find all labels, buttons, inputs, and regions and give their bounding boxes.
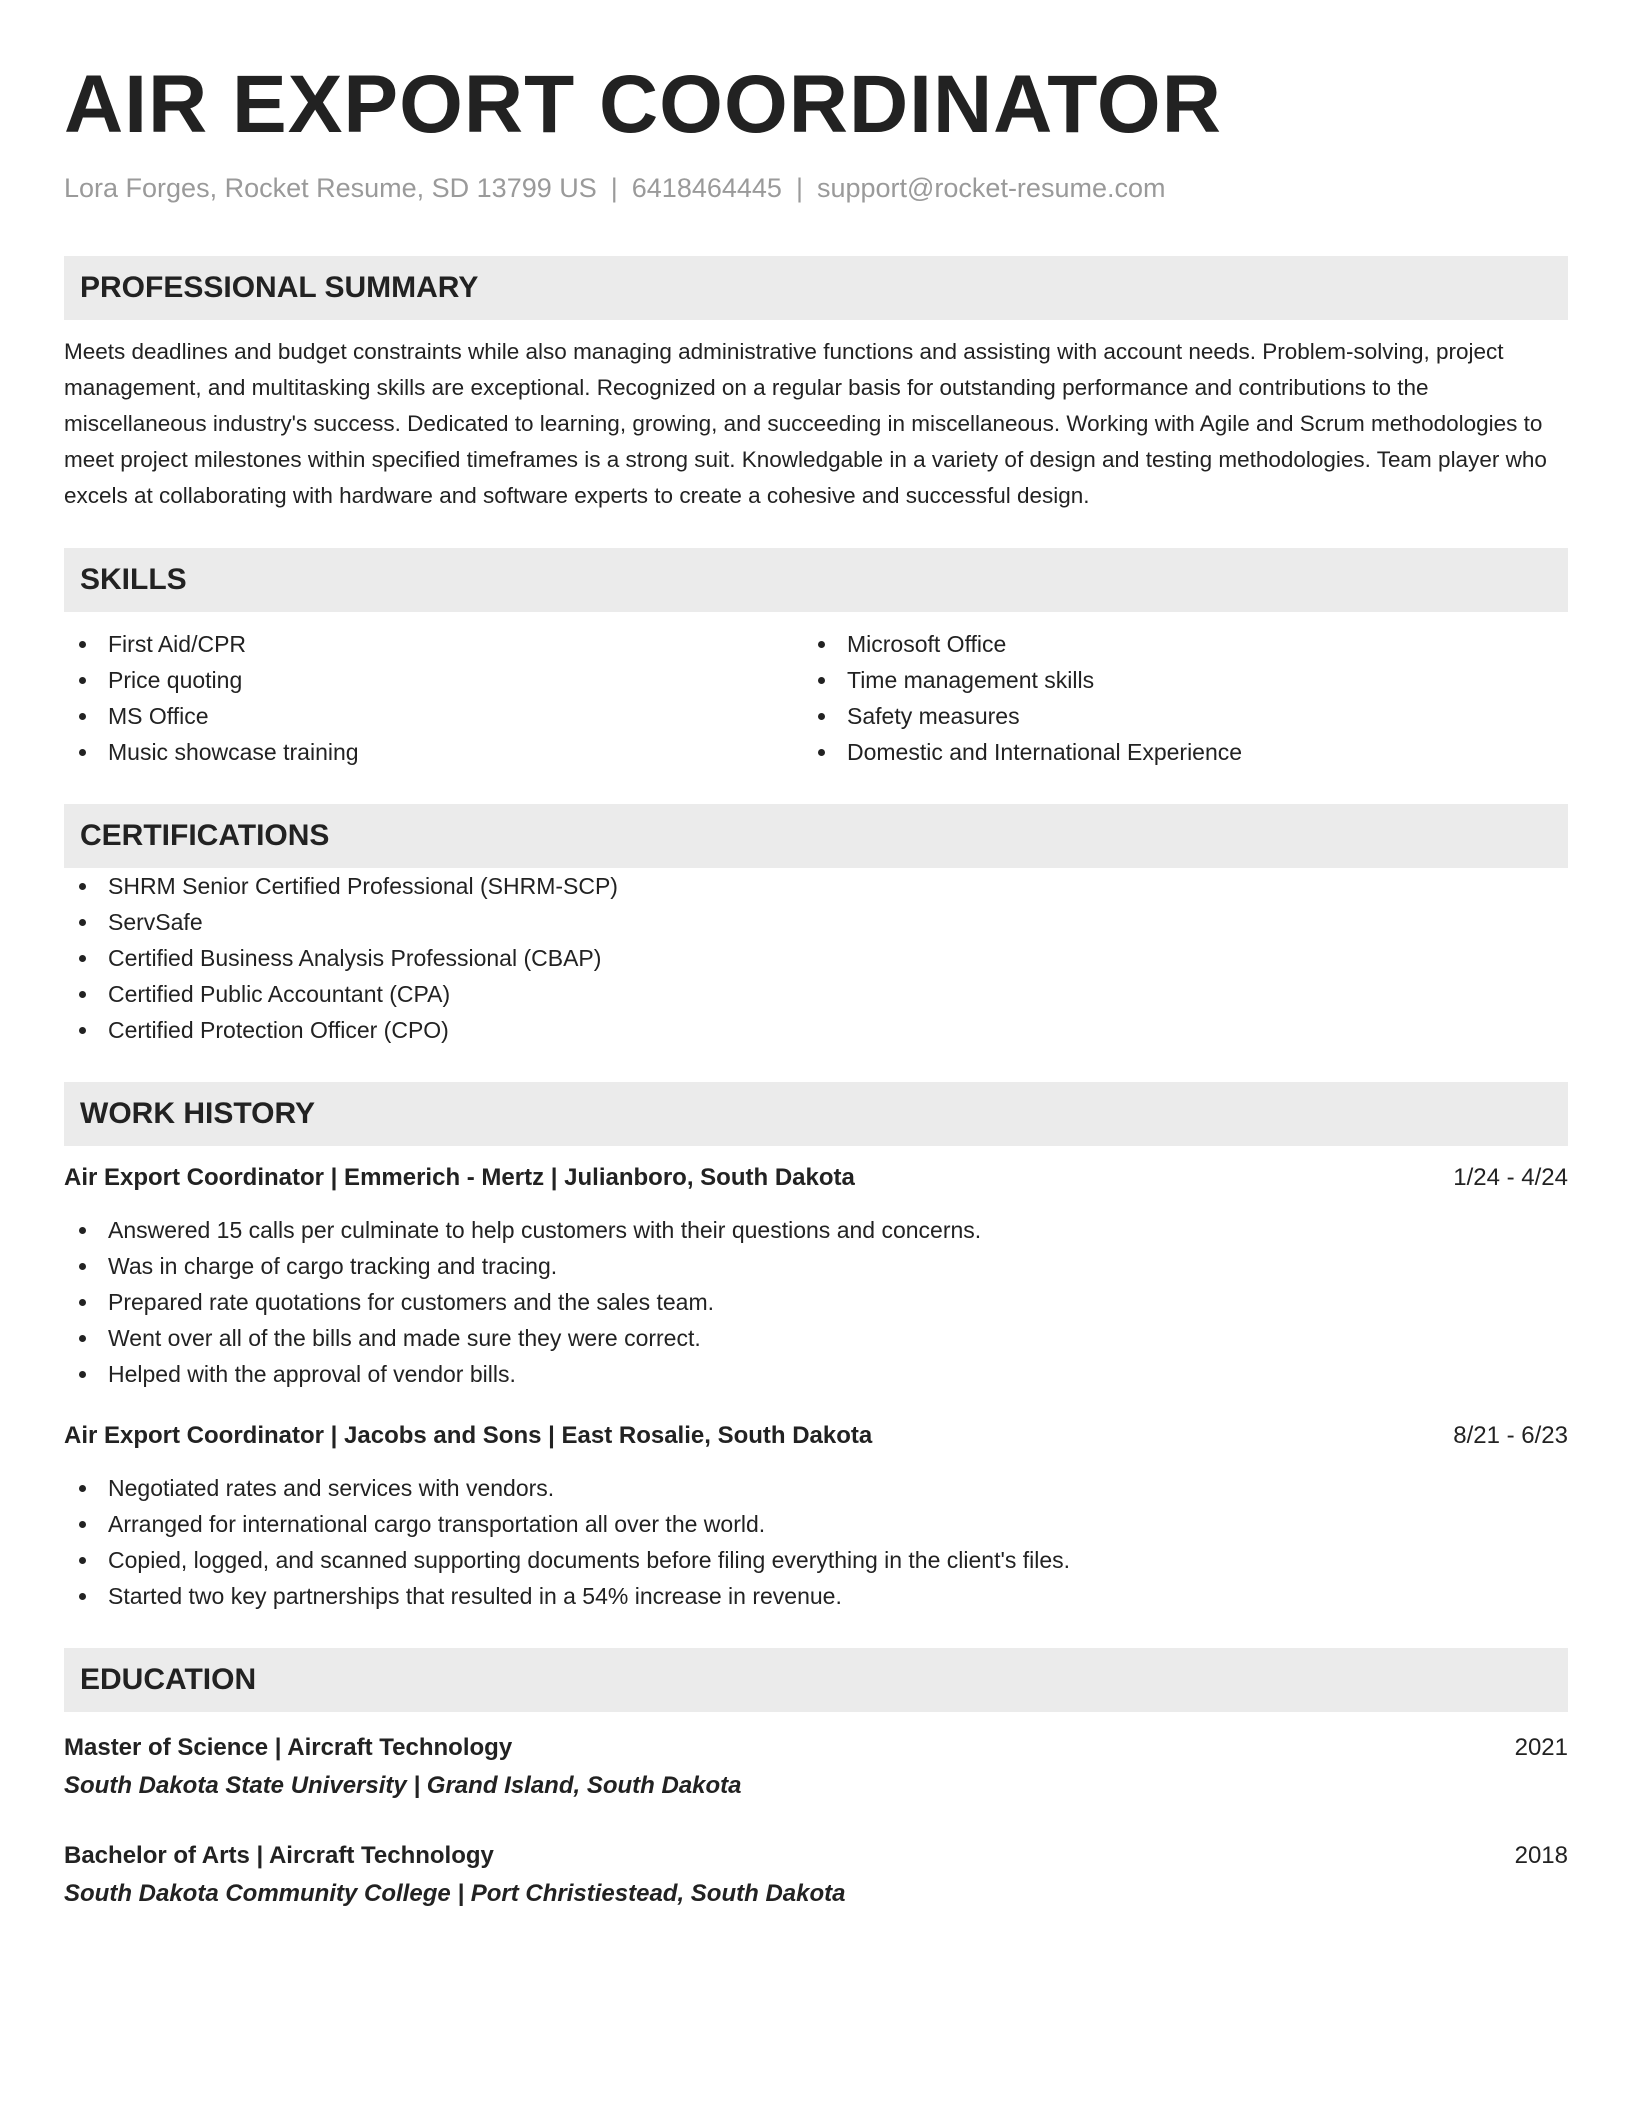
education-year: 2018 [1514,1842,1568,1870]
job-duty: Went over all of the bills and made sure they were correct. [64,1320,1568,1356]
contact-line [64,172,1568,204]
certification-item: Certified Protection Officer (CPO) [64,1012,1568,1048]
certification-item: SHRM Senior Certified Professional (SHRM-SCP) [64,868,1568,904]
skill-item: Domestic and International Experience [816,734,1568,770]
skill-item: Microsoft Office [816,626,1568,662]
section-heading-certifications: CERTIFICATIONS [64,804,1568,868]
contact-address: Lora Forges, Rocket Resume, SD 13799 US [64,173,597,203]
skills-list [64,626,1568,770]
skill-item: Time management skills [816,662,1568,698]
skill-item: Safety measures [816,698,1568,734]
resume-title: AIR EXPORT COORDINATOR [64,59,1222,150]
education-entry [64,1730,1568,1804]
contact-phone: 6418464445 [631,173,782,203]
skill-item: First Aid/CPR [64,626,816,662]
job-dates: 1/24 - 4/24 [1453,1164,1568,1192]
job-duty: Was in charge of cargo tracking and tracing. [64,1248,1568,1284]
certification-item: Certified Business Analysis Professional (CBAP) [64,940,1568,976]
job-header [64,1160,1568,1196]
job-header [64,1418,1568,1454]
job-entry [64,1418,1568,1614]
job-duty: Copied, logged, and scanned supporting documents before filing everything in the client's files. [64,1542,1568,1578]
job-duties-list [64,1212,1568,1392]
section-heading-education: EDUCATION [64,1648,1568,1712]
contact-separator: | [610,173,618,203]
certifications-list [64,868,1568,1048]
summary-text: Meets deadlines and budget constraints while also managing administrative functions and assisting with account needs. Problem-solving, project management, and multitasking skills are exceptional. Recognized on a regular basis for outstanding performance and contributions to the miscellaneous industry's success. Dedicated to learning, growing, and succeeding in miscellaneous. Working with Agile and Scrum methodologies to meet project milestones within specified timeframes is a strong suit. Knowledgable in a variety of design and testing methodologies. Team player who excels at collaborating with hardware and software experts to create a cohesive and successful design. [64,339,1547,509]
section-heading-work-history: WORK HISTORY [64,1082,1568,1146]
job-title: Air Export Coordinator | Jacobs and Sons | East Rosalie, South Dakota [64,1422,873,1450]
job-entry [64,1160,1568,1392]
skill-item: Price quoting [64,662,816,698]
skills-column-left [64,626,816,770]
job-duty: Arranged for international cargo transportation all over the world. [64,1506,1568,1542]
contact-email: support@rocket-resume.com [816,173,1166,203]
job-duties-list [64,1470,1568,1614]
education-year: 2021 [1514,1734,1568,1762]
skills-column-right [816,626,1568,770]
skill-item: Music showcase training [64,734,816,770]
education-header [64,1838,1568,1874]
job-dates: 8/21 - 6/23 [1453,1422,1568,1450]
job-duty: Negotiated rates and services with vendors. [64,1470,1568,1506]
education-degree: Bachelor of Arts | Aircraft Technology [64,1842,494,1870]
education-school: South Dakota State University | Grand Island, South Dakota [64,1772,742,1800]
education-school: South Dakota Community College | Port Christiestead, South Dakota [64,1880,846,1908]
education-degree: Master of Science | Aircraft Technology [64,1734,513,1762]
education-header [64,1730,1568,1766]
job-duty: Started two key partnerships that resulted in a 54% increase in revenue. [64,1578,1568,1614]
contact-separator: | [795,173,803,203]
skill-item: MS Office [64,698,816,734]
job-duty: Prepared rate quotations for customers and the sales team. [64,1284,1568,1320]
job-title: Air Export Coordinator | Emmerich - Mertz | Julianboro, South Dakota [64,1164,855,1192]
job-duty: Helped with the approval of vendor bills. [64,1356,1568,1392]
certification-item: ServSafe [64,904,1568,940]
education-entry [64,1838,1568,1912]
certification-item: Certified Public Accountant (CPA) [64,976,1568,1012]
section-heading-skills: SKILLS [64,548,1568,612]
job-duty: Answered 15 calls per culminate to help customers with their questions and concerns. [64,1212,1568,1248]
section-heading-summary: PROFESSIONAL SUMMARY [64,256,1568,320]
